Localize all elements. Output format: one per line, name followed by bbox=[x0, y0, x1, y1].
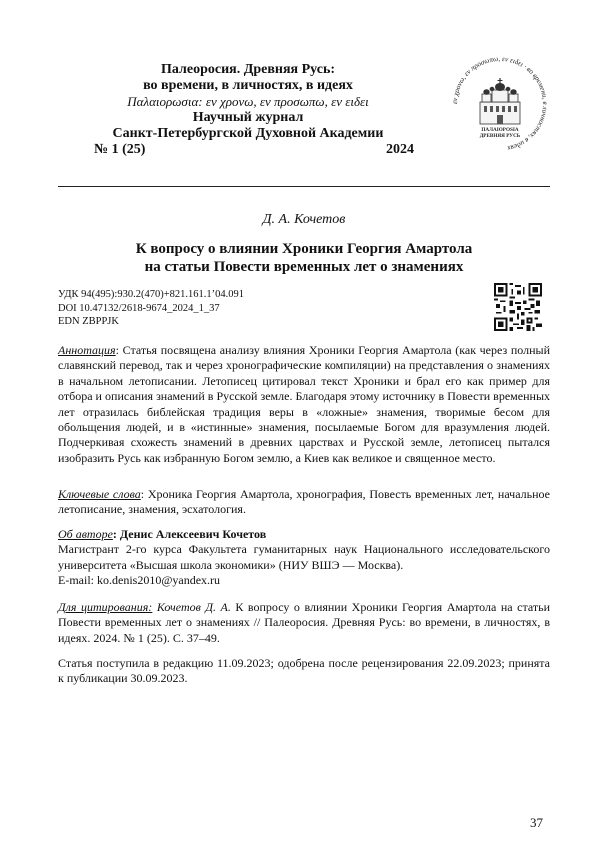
about-author-line bbox=[58, 527, 550, 542]
journal-title-line1: Палеоросия. Древняя Русь: bbox=[160, 62, 336, 77]
page-number: 37 bbox=[530, 815, 543, 830]
about-author-paragraph bbox=[58, 527, 550, 589]
issue-row bbox=[58, 142, 438, 158]
edn-code: EDN ZBPPJK bbox=[58, 316, 119, 327]
journal-year: 2024 bbox=[386, 142, 414, 157]
journal-type: Научный журнал bbox=[192, 110, 304, 125]
citation-label: Для цитирования: bbox=[58, 600, 153, 614]
journal-publisher: Санкт-Петербургской Духовной Академии bbox=[112, 126, 384, 141]
article-author: Д. А. Кочетов bbox=[262, 212, 346, 227]
citation-paragraph bbox=[58, 600, 550, 646]
doi-code: DOI 10.47132/2618-9674_2024_1_37 bbox=[58, 302, 220, 314]
about-author-colon: : bbox=[112, 527, 120, 541]
about-author-affiliation: Магистрант 2-го курса Факультета гуманитарных наук Национального исследовательского университета «Высшая школа экономики» (НИУ ВШЭ — Москва). bbox=[58, 542, 550, 572]
logo-caption-line1: ПАЛАІОРОЅІА bbox=[481, 127, 519, 133]
keywords-label: Ключевые слова bbox=[58, 487, 141, 501]
article-title-line2: на статьи Повести временных лет о знамениях bbox=[144, 259, 464, 275]
keywords-paragraph bbox=[58, 487, 550, 518]
header-divider bbox=[58, 186, 550, 187]
qr-code-icon bbox=[494, 283, 542, 331]
cathedral-seal-icon bbox=[448, 52, 552, 156]
logo-caption-line2: ДРЕВНЯЯ РУСЬ bbox=[479, 133, 521, 139]
journal-issue: № 1 (25) bbox=[94, 142, 146, 157]
article-identifiers bbox=[58, 288, 244, 329]
journal-title-line2: во времени, в личностях, в идеях bbox=[143, 78, 353, 93]
citation-text: К вопросу о влиянии Хроники Георгия Амартола на статьи Повести временных лет о знамениях // Палеоросия. Древняя Русь: во времени, в личностях, в идеях. 2024. № 1 (25). С. 37–49. bbox=[58, 600, 550, 645]
udk-code: УДК 94(495):930.2(470)+821.161.1’04.091 bbox=[58, 289, 244, 300]
article-title-line1: К вопросу о влиянии Хроники Георгия Амартола bbox=[135, 241, 473, 257]
author-email[interactable]: E-mail: ko.denis2010@yandex.ru bbox=[58, 573, 221, 588]
article-title bbox=[58, 240, 550, 276]
submission-dates: Статья поступила в редакцию 11.09.2023; одобрена после рецензирования 22.09.2023; принята к публикации 30.09.2023. bbox=[58, 656, 550, 686]
abstract-paragraph bbox=[58, 343, 550, 466]
about-author-name: Денис Алексеевич Кочетов bbox=[119, 527, 267, 541]
logo-ring-text: εν χρονω, εν προσωπω, εν ειδει · во времени, в личностях, в идеях bbox=[450, 54, 550, 153]
abstract-text: : Статья посвящена анализу влияния Хроники Георгия Амартола (как через полный славянский перевод, так и через хронографические компиляции) на представления о знамениях в начальном летописании. Летописец цитировал текст Хроники и брал его как пример для отбора и описания знамений в Русской земле. Благодаря этому источнику в Повести временных лет отразилась библейская традиция веры в «ложные» знамения, творимые бесом для обольщения людей, и в «истинные» знамения, посылаемые Богом для вразумления людей. Подчеркивая схожесть знамений в древних царствах и Русской земле, летописец пытался изобразить Русь как избранную Богом землю, а Киев как великое и священное место. bbox=[58, 343, 550, 465]
about-author-label: Об авторе bbox=[58, 527, 113, 541]
abstract-label: Аннотация bbox=[58, 343, 116, 357]
keywords-text: : Хроника Георгия Амартола, хронография, Повесть временных лет, начальное летописание, знамения, эсхатология. bbox=[58, 487, 550, 517]
journal-greek-line: Παλαιορωσια: εν χρονω, εν προσωπω, εν ειδει bbox=[127, 94, 369, 109]
citation-author: Кочетов Д. А. bbox=[152, 600, 231, 614]
journal-header bbox=[58, 62, 438, 158]
